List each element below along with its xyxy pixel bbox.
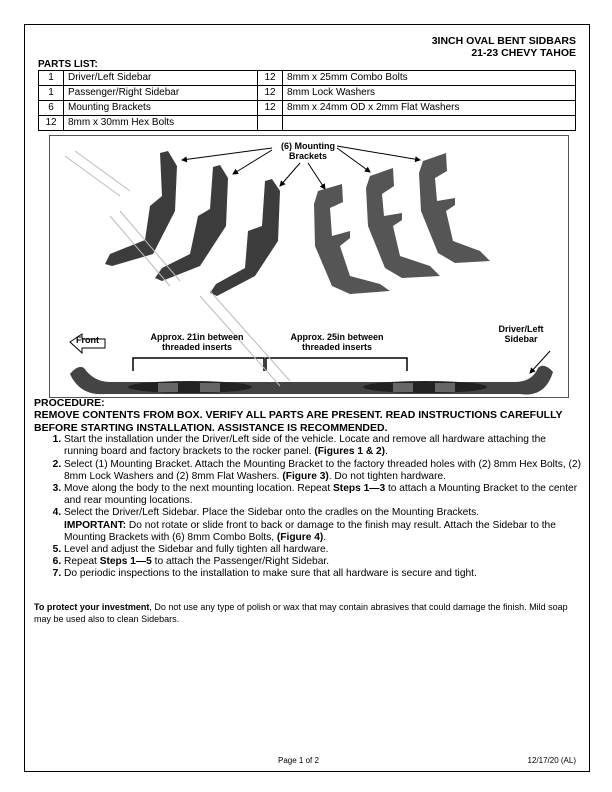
span-brackets	[133, 358, 407, 371]
procedure-step	[64, 568, 582, 580]
step-text: to attach a Mounting Bracket to the center and rear mounting locations.	[64, 483, 578, 507]
front-label: Front	[76, 335, 99, 345]
span-25in-label: Approx. 25in between threaded inserts	[290, 332, 384, 352]
part-qty: 1	[39, 86, 64, 101]
step-text: (Figure 3)	[282, 470, 329, 482]
sidebar-label: Driver/Left Sidebar	[498, 324, 544, 344]
parts-row	[39, 116, 576, 131]
part-name: Passenger/Right Sidebar	[64, 86, 258, 101]
step-text: Steps 1—3	[333, 483, 386, 495]
page-number: Page 1 of 2	[278, 756, 319, 765]
title-line-1: 3INCH OVAL BENT SIDBARS	[431, 35, 576, 47]
part-qty	[258, 116, 283, 131]
parts-list-label: PARTS LIST:	[38, 59, 98, 70]
step-text: Select (1) Mounting Bracket. Attach the Mounting Bracket to the factory threaded holes with (2) 8mm Hex Bolts, (2) 8mm Lock Washers and (2) 8mm Flat Washers.	[64, 458, 581, 482]
footer-date: 12/17/20 (AL)	[527, 756, 576, 765]
step-text: Steps 1—5	[99, 556, 152, 568]
brackets-label: (6) Mounting Brackets	[281, 141, 335, 161]
sidebar-drawing	[70, 366, 553, 395]
figure-drawing	[50, 136, 568, 397]
step-text: IMPORTANT:	[64, 519, 127, 531]
parts-row	[39, 71, 576, 86]
part-qty: 12	[39, 116, 64, 131]
procedure-step	[64, 507, 582, 544]
procedure-section	[34, 397, 582, 581]
procedure-step	[64, 459, 582, 483]
step-text: (Figures 1 & 2)	[314, 446, 386, 458]
step-text: .	[385, 446, 388, 458]
step-text: .	[323, 531, 327, 543]
part-name: Driver/Left Sidebar	[64, 71, 258, 86]
part-name: 8mm x 30mm Hex Bolts	[64, 116, 258, 131]
step-text: (Figure 4)	[276, 531, 324, 543]
figure-brackets-sidebar	[49, 135, 569, 398]
step-text: . Do not tighten hardware.	[328, 470, 446, 482]
step-text: Do periodic inspections to the installation to make sure that all hardware is secure and tight.	[64, 568, 477, 580]
parts-row	[39, 101, 576, 116]
bracket	[105, 151, 177, 266]
part-name: Mounting Brackets	[64, 101, 258, 116]
procedure-step	[64, 434, 582, 458]
part-name: 8mm x 24mm OD x 2mm Flat Washers	[283, 101, 576, 116]
parts-table	[38, 70, 576, 131]
procedure-heading: PROCEDURE:	[34, 397, 105, 409]
part-qty: 6	[39, 101, 64, 116]
procedure-warning: REMOVE CONTENTS FROM BOX. VERIFY ALL PARTS ARE PRESENT. READ INSTRUCTIONS CAREFULLY BEFORE STARTING INSTALLATION. ASSISTANCE IS RECOMMENDED.	[34, 409, 563, 434]
care-note-text: , Do not use any type of polish or wax that may contain abrasives that could damage the finish. Mild soap may be used also to clean Sidebars.	[34, 602, 568, 624]
document-title	[432, 35, 576, 59]
care-note-bold: To protect your investment	[34, 602, 150, 612]
step-text: Repeat	[64, 556, 100, 568]
part-qty: 12	[258, 86, 283, 101]
part-qty: 12	[258, 71, 283, 86]
step-text: to attach the Passenger/Right Sidebar.	[151, 556, 330, 568]
part-name	[283, 116, 576, 131]
part-name: 8mm x 25mm Combo Bolts	[283, 71, 576, 86]
title-line-2: 21-23 CHEVY TAHOE	[471, 47, 576, 59]
part-name: 8mm Lock Washers	[283, 86, 576, 101]
procedure-step	[64, 544, 582, 556]
steps-list	[34, 434, 582, 580]
procedure-step	[64, 556, 582, 568]
care-note	[34, 602, 582, 625]
bracket	[419, 153, 490, 263]
part-qty: 12	[258, 101, 283, 116]
step-text: Start the installation under the Driver/Left side of the vehicle. Locate and remove all hardware attaching the running board and factory brackets to the rocker panel.	[64, 434, 546, 458]
step-text: Level and adjust the Sidebar and fully tighten all hardware.	[64, 544, 329, 556]
right-brackets	[314, 153, 490, 294]
step-text: Move along the body to the next mounting location. Repeat	[64, 483, 334, 495]
procedure-step	[64, 483, 582, 507]
span-21in-label: Approx. 21in between threaded inserts	[150, 332, 244, 352]
parts-row	[39, 86, 576, 101]
part-qty: 1	[39, 71, 64, 86]
step-text: Do not rotate or slide front to back or damage to the finish may result. Attach the Sidebar to the Mounting Brackets with (6) 8mm Combo Bolts,	[64, 519, 556, 543]
step-text: Select the Driver/Left Sidebar. Place the Sidebar onto the cradles on the Mounting Brackets.	[64, 507, 480, 519]
